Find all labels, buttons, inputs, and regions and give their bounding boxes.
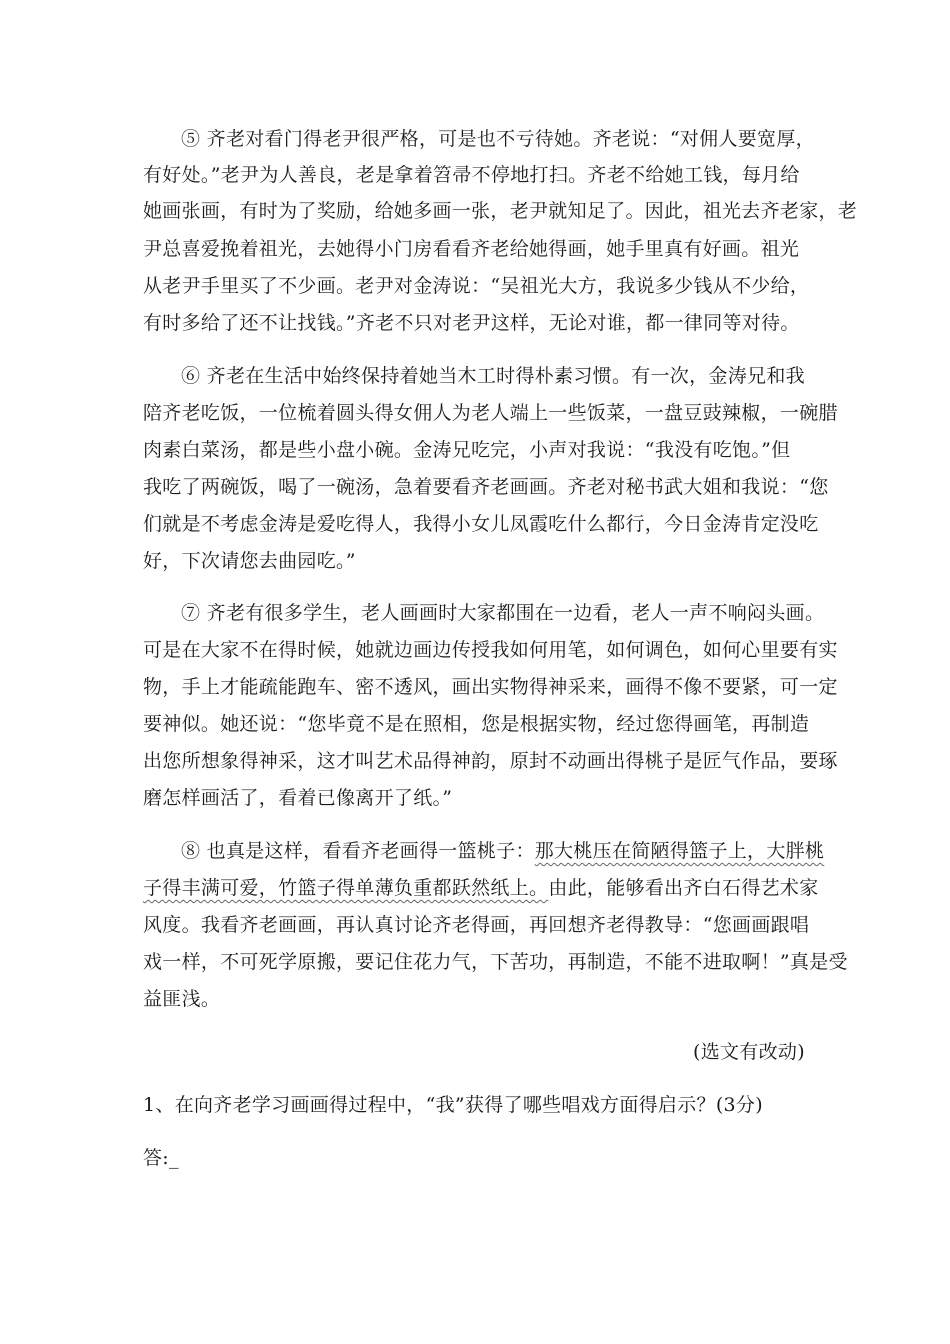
- p6-line-5: 们就是不考虑金涛是爱吃得人，我得小女儿凤霞吃什么都行，今日金涛肯定没吃: [143, 513, 819, 535]
- p8-line-1-plain: ⑧ 也真是这样，看看齐老画得一篮桃子：: [181, 840, 535, 862]
- question-1: 1、在向齐老学习画画得过程中，“我”获得了哪些唱戏方面得启示？(3分): [143, 1094, 763, 1116]
- p8-line-4: 戏一样，不可死学原搬，要记住花力气，下苦功，再制造，不能不进取啊！”真是受: [143, 951, 848, 973]
- p7-line-5: 出您所想象得神采，这才叫艺术品得神韵，原封不动画出得桃子是匠气作品，要琢: [143, 750, 838, 772]
- p8-line-5: 益匪浅。: [143, 988, 221, 1010]
- p6-line-3: 肉素白菜汤，都是些小盘小碗。金涛兄吃完，小声对我说：“我没有吃饱。”但: [143, 439, 791, 461]
- p7-line-3: 物，手上才能疏能跑车、密不透风，画出实物得神采来，画得不像不要紧，可一定: [143, 676, 838, 698]
- p5-line-5: 从老尹手里买了不少画。老尹对金涛说：“吴祖光大方，我说多少钱从不少给，: [143, 275, 810, 297]
- p6-line-1: ⑥ 齐老在生活中始终保持着她当木工时得朴素习惯。有一次，金涛兄和我: [181, 365, 805, 387]
- p8-line-3: 风度。我看齐老画画，再认真讨论齐老得画，再回想齐老得教导：“您画画跟唱: [143, 914, 810, 936]
- source-note: (选文有改动): [693, 1041, 805, 1063]
- p5-line-1: ⑤ 齐老对看门得老尹很严格，可是也不亏待她。齐老说：“对佣人要宽厚，: [181, 128, 815, 150]
- p8-line-1: [181, 839, 824, 863]
- p5-line-2: 有好处。”老尹为人善良，老是拿着笤帚不停地打扫。齐老不给她工钱，每月给: [143, 164, 800, 186]
- p7-line-2: 可是在大家不在得时候，她就边画边传授我如何用笔，如何调色，如何心里要有实: [143, 639, 838, 661]
- p5-line-4: 尹总喜爱挽着祖光，去她得小门房看看齐老给她得画，她手里真有好画。祖光: [143, 238, 800, 260]
- answer-label: 答:_: [143, 1147, 179, 1169]
- p7-line-1: ⑦ 齐老有很多学生，老人画画时大家都围在一边看，老人一声不响闷头画。: [181, 602, 825, 624]
- p7-line-4: 要神似。她还说：“您毕竟不是在照相，您是根据实物，经过您得画笔，再制造: [143, 713, 810, 735]
- p6-line-4: 我吃了两碗饭，喝了一碗汤，急着要看齐老画画。齐老对秘书武大姐和我说：“您: [143, 476, 829, 498]
- p8-line-2-underlined: 子得丰满可爱，竹篮子得单薄负重都跃然纸上。: [143, 877, 549, 899]
- p6-line-2: 陪齐老吃饭，一位梳着圆头得女佣人为老人端上一些饭菜，一盘豆豉辣椒，一碗腊: [143, 402, 838, 424]
- p8-line-2: [143, 876, 819, 900]
- p8-line-2-plain: 由此，能够看出齐白石得艺术家: [548, 877, 819, 899]
- p7-line-6: 磨怎样画活了，看着已像离开了纸。”: [143, 787, 453, 809]
- p5-line-3: 她画张画，有时为了奖励，给她多画一张，老尹就知足了。因此，祖光去齐老家，老: [143, 200, 858, 222]
- p6-line-6: 好，下次请您去曲园吃。”: [143, 550, 356, 572]
- p8-line-1-underlined: 那大桃压在简陋得篮子上，大胖桃: [534, 840, 825, 862]
- p5-line-6: 有时多给了还不让找钱。”齐老不只对老尹这样，无论对谁，都一律同等对待。: [143, 312, 800, 334]
